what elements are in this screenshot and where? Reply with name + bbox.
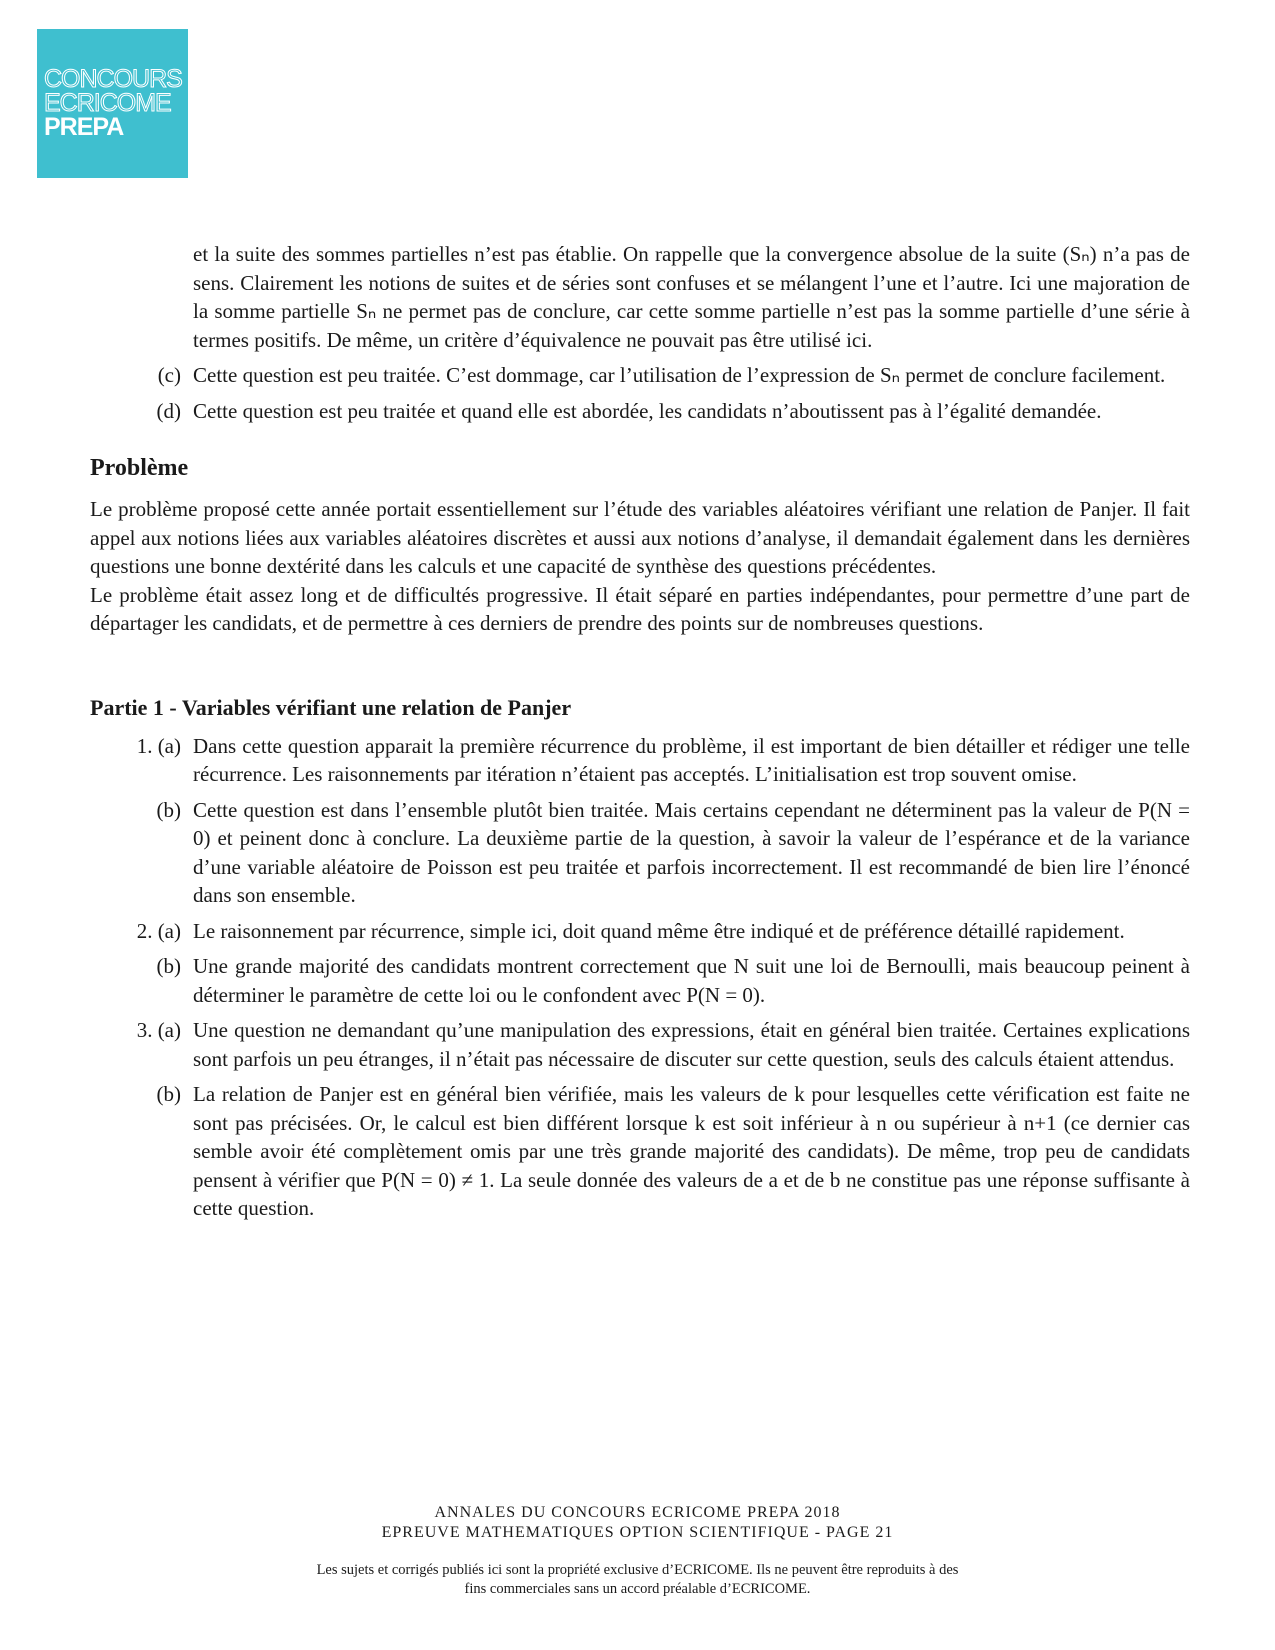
question-1a (90, 732, 1190, 789)
item-text: Cette question est dans l’ensemble plutôt bien traitée. Mais certains cependant ne déterminent pas la valeur de P(N = 0) et peinent donc à conclure. La deuxième partie de la question, à savoir la valeur de l’espérance et de la variance d’une variable aléatoire de Poisson est peu traitée et parfois incorrectement. Il est recommandé de bien lire l’énoncé dans son ensemble. (193, 797, 1190, 907)
ecricome-logo (37, 29, 188, 178)
intro-item-c (90, 361, 1190, 390)
intro-paragraph: et la suite des sommes partielles n’est pas établie. On rappelle que la convergence absolue de la suite (Sₙ) n’a pas de sens. Clairement les notions de suites et de séries sont confuses et se mélangent l’une et l’autre. Ici une majoration de la somme partielle Sₙ ne permet pas de conclure, car cette somme partielle n’est pas la somme partielle d’une série à termes positifs. De même, un critère d’équivalence ne pouvait pas être utilisé ici. (193, 242, 1190, 352)
section-title-partie-1: Partie 1 - Variables vérifiant une relation de Panjer (90, 694, 572, 720)
logo-line-prepa: PREPA (44, 113, 124, 141)
item-text: Dans cette question apparait la première récurrence du problème, il est important de bien détailler et rédiger une telle récurrence. Les raisonnements par itération n’étaient pas acceptés. L’initialisation est trop souvent omise. (193, 733, 1190, 786)
question-3a (90, 1016, 1190, 1073)
item-label: 3. (a) (136, 1018, 181, 1042)
item-text: Le raisonnement par récurrence, simple ici, doit quand même être indiqué et de préférence détaillé rapidement. (193, 918, 1125, 943)
item-label: (b) (156, 954, 181, 978)
section-title-probleme: Problème (90, 455, 189, 481)
question-2b (90, 952, 1190, 1009)
item-label: (b) (156, 797, 181, 822)
question-2a (90, 917, 1190, 946)
footer-notice-1: Les sujets et corrigés publiés ici sont la propriété exclusive d’ECRICOME. Ils ne peuvent être reproduits à des (316, 1562, 959, 1578)
item-text: Cette question est peu traitée. C’est dommage, car l’utilisation de l’expression de Sₙ permet de conclure facilement. (193, 363, 1166, 387)
logo-line-concours: CONCOURS (44, 65, 182, 93)
footer-title: ANNALES DU CONCOURS ECRICOME PREPA 2018 (434, 1504, 841, 1521)
item-label: 2. (a) (136, 918, 181, 943)
item-text: Cette question est peu traitée et quand elle est abordée, les candidats n’aboutissent pas à l’égalité demandée. (193, 398, 1102, 423)
question-1b (90, 796, 1190, 910)
probleme-paragraph-1: Le problème proposé cette année portait essentiellement sur l’étude des variables aléatoires vérifiant une relation de Panjer. Il fait appel aux notions liées aux variables aléatoires discrètes et aussi aux notions d’analyse, il demandait également dans les dernières questions une bonne dextérité dans les calculs et une capacité de synthèse des questions précédentes. (90, 497, 1190, 578)
item-text: La relation de Panjer est en général bien vérifiée, mais les valeurs de k pour lesquelles cette vérification est faite ne sont pas précisées. Or, le calcul est bien différent lorsque k est soit inférieur à n ou supérieur à n+1 (ce dernier cas semble avoir été complètement omis par une très grande majorité des candidats). De même, trop peu de candidats pensent à vérifier que P(N = 0) ≠ 1. La seule donnée des valeurs de a et de b ne constitue pas une réponse suffisante à cette question. (193, 1082, 1190, 1220)
item-text: Une question ne demandant qu’une manipulation des expressions, était en général bien traitée. Certaines explications sont parfois un peu étranges, il n’était pas nécessaire de discuter sur cette question, seuls des calculs étaient attendus. (193, 1018, 1190, 1071)
page-footer (0, 1503, 1275, 1599)
item-label: 1. (a) (136, 733, 181, 758)
item-label: (b) (156, 1082, 181, 1106)
probleme-paragraph-2: Le problème était assez long et de difficultés progressive. Il était séparé en parties indépendantes, pour permettre d’une part de départager les candidats, et de permettre à ces derniers de prendre des points sur de nombreuses questions. (90, 582, 1190, 635)
question-3b (90, 1080, 1190, 1223)
intro-item-d (90, 397, 1190, 426)
item-label: (d) (156, 398, 181, 423)
page-content (90, 240, 1190, 1223)
footer-notice-2: fins commerciales sans un accord préalable d’ECRICOME. (464, 1581, 811, 1597)
logo-line-ecricome: ECRICOME (44, 89, 171, 117)
footer-subtitle: EPREUVE MATHEMATIQUES OPTION SCIENTIFIQUE - PAGE 21 (381, 1524, 894, 1541)
item-text: Une grande majorité des candidats montrent correctement que N suit une loi de Bernoulli, mais beaucoup peinent à déterminer le paramètre de cette loi ou le confondent avec P(N = 0). (193, 954, 1190, 1007)
item-label: (c) (157, 363, 181, 387)
